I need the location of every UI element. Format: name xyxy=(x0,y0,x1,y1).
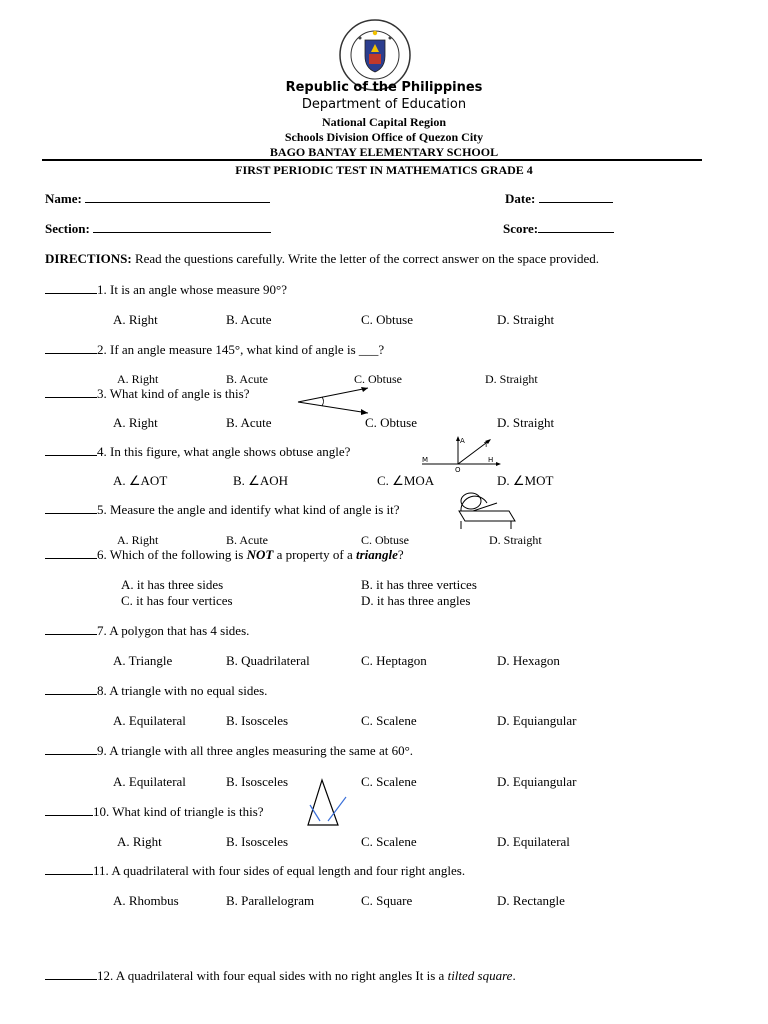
q9-choice-b: B. Isosceles xyxy=(226,774,289,789)
answer-blank-8[interactable] xyxy=(45,684,97,695)
question-7: 7. A polygon that has 4 sides. xyxy=(45,623,249,639)
q7-choice-c: C. Heptagon xyxy=(361,653,427,668)
division-heading: Schools Division Office of Quezon City xyxy=(284,130,484,144)
date-field[interactable] xyxy=(505,191,613,207)
name-field[interactable] xyxy=(45,191,270,207)
question-11: 11. A quadrilateral with four sides of equal length and four right angles. xyxy=(45,863,465,879)
q8-choice-c: C. Scalene xyxy=(361,713,417,728)
q7-choice-a: A. Triangle xyxy=(113,653,173,668)
fig-label-m: M xyxy=(422,456,429,464)
answer-blank-10[interactable] xyxy=(45,805,93,816)
triangle-figure xyxy=(302,777,352,829)
q8-choice-a: A. Equilateral xyxy=(113,713,186,728)
question-8: 8. A triangle with no equal sides. xyxy=(45,683,267,699)
question-6: 6. Which of the following is NOT a property of a triangle? xyxy=(45,547,404,563)
question-10: 10. What kind of triangle is this? xyxy=(45,804,264,820)
q4-choice-b: B. ∠AOH xyxy=(233,473,288,488)
q9-choice-a: A. Equilateral xyxy=(113,774,186,789)
q5-choice-c: C. Obtuse xyxy=(361,533,409,547)
q10-choice-d: D. Equilateral xyxy=(497,834,570,849)
q8-choice-d: D. Equiangular xyxy=(497,713,577,728)
score-label: Score: xyxy=(503,221,539,236)
q1-choice-d: D. Straight xyxy=(497,312,555,327)
answer-blank-1[interactable] xyxy=(45,283,97,294)
section-label: Section: xyxy=(45,221,90,236)
q3-choice-c: C. Obtuse xyxy=(365,415,417,430)
protractor-figure xyxy=(453,489,519,533)
q11-choice-b: B. Parallelogram xyxy=(226,893,315,908)
question-3: 3. What kind of angle is this? xyxy=(45,386,249,402)
q11-choice-d: D. Rectangle xyxy=(497,893,565,908)
q2-choice-b: B. Acute xyxy=(226,372,268,386)
name-line[interactable] xyxy=(85,191,270,203)
q10-choice-a: A. Right xyxy=(117,834,162,849)
q6-choice-c: C. it has four vertices xyxy=(121,593,233,608)
score-line[interactable] xyxy=(538,221,614,233)
q3-choice-d: D. Straight xyxy=(497,415,555,430)
fig-label-h: H xyxy=(488,456,494,464)
name-label: Name: xyxy=(45,191,82,206)
q5-choice-a: A. Right xyxy=(117,533,159,547)
answer-blank-2[interactable] xyxy=(45,343,97,354)
angles-figure xyxy=(416,433,504,473)
section-field[interactable] xyxy=(45,221,271,237)
q11-choice-a: A. Rhombus xyxy=(113,893,179,908)
answer-blank-4[interactable] xyxy=(45,445,97,456)
directions-text: Read the questions carefully. Write the letter of the correct answer on the space provided. xyxy=(131,251,599,266)
q1-choice-b: B. Acute xyxy=(226,312,272,327)
question-1: 1. It is an angle whose measure 90°? xyxy=(45,282,287,298)
q9-choice-d: D. Equiangular xyxy=(497,774,577,789)
date-label: Date: xyxy=(505,191,536,206)
q8-choice-b: B. Isosceles xyxy=(226,713,289,728)
answer-blank-5[interactable] xyxy=(45,503,97,514)
acute-angle-figure xyxy=(294,385,374,419)
q2-choice-c: C. Obtuse xyxy=(354,372,402,386)
q6-choice-d: D. it has three angles xyxy=(361,593,471,608)
answer-blank-6[interactable] xyxy=(45,548,97,559)
region-heading: National Capital Region xyxy=(321,115,446,129)
fig-label-a: A xyxy=(460,437,465,445)
question-2: 2. If an angle measure 145°, what kind of angle is ___? xyxy=(45,342,384,358)
score-field[interactable] xyxy=(503,221,614,237)
fig-label-t: T xyxy=(484,441,489,449)
q2-choice-d: D. Straight xyxy=(485,372,538,386)
answer-blank-3[interactable] xyxy=(45,387,97,398)
q5-choice-b: B. Acute xyxy=(226,533,268,547)
test-title: FIRST PERIODIC TEST IN MATHEMATICS GRADE 4 xyxy=(235,163,533,177)
school-heading: BAGO BANTAY ELEMENTARY SCHOOL xyxy=(269,145,499,159)
q2-choice-a: A. Right xyxy=(117,372,159,386)
answer-blank-7[interactable] xyxy=(45,624,97,635)
q11-choice-c: C. Square xyxy=(361,893,413,908)
q3-choice-b: B. Acute xyxy=(226,415,272,430)
q4-choice-a: A. ∠AOT xyxy=(113,473,168,488)
question-9: 9. A triangle with all three angles measuring the same at 60°. xyxy=(45,743,413,759)
q4-choice-c: C. ∠MOA xyxy=(377,473,435,488)
q4-choice-d: D. ∠MOT xyxy=(497,473,554,488)
q10-choice-c: C. Scalene xyxy=(361,834,417,849)
header-divider xyxy=(42,159,702,161)
answer-blank-9[interactable] xyxy=(45,744,97,755)
q3-choice-a: A. Right xyxy=(113,415,158,430)
department-heading: Department of Education xyxy=(301,97,467,112)
q6-choice-b: B. it has three vertices xyxy=(361,577,477,592)
question-12: 12. A quadrilateral with four equal sides with no right angles It is a tilted square. xyxy=(45,968,516,984)
q7-choice-d: D. Hexagon xyxy=(497,653,560,668)
fig-label-o: O xyxy=(455,466,461,473)
section-line[interactable] xyxy=(93,221,271,233)
directions-label: DIRECTIONS: xyxy=(45,251,132,266)
country-heading: Republic of the Philippines xyxy=(285,80,483,95)
date-line[interactable] xyxy=(539,191,613,203)
directions xyxy=(45,251,599,267)
question-4: 4. In this figure, what angle shows obtuse angle? xyxy=(45,444,350,460)
q6-choice-a: A. it has three sides xyxy=(121,577,224,592)
answer-blank-11[interactable] xyxy=(45,864,93,875)
answer-blank-12[interactable] xyxy=(45,969,97,980)
q7-choice-b: B. Quadrilateral xyxy=(226,653,310,668)
q10-choice-b: B. Isosceles xyxy=(226,834,289,849)
q1-choice-a: A. Right xyxy=(113,312,158,327)
q9-choice-c: C. Scalene xyxy=(361,774,417,789)
question-5: 5. Measure the angle and identify what kind of angle is it? xyxy=(45,502,400,518)
q5-choice-d: D. Straight xyxy=(489,533,542,547)
q1-choice-c: C. Obtuse xyxy=(361,312,413,327)
